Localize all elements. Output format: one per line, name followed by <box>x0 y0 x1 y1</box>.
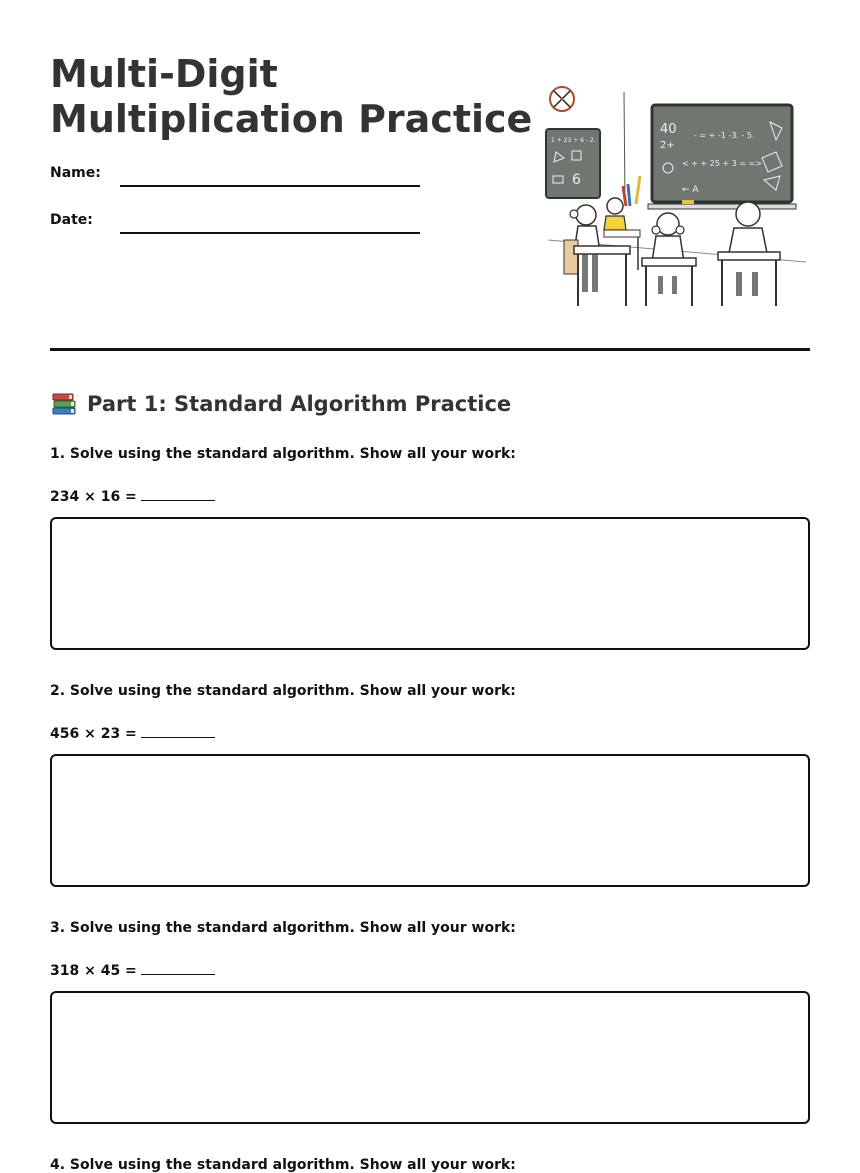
work-area-box[interactable] <box>50 991 810 1124</box>
small-chalkboard <box>546 129 600 198</box>
name-field <box>50 163 422 187</box>
classroom-illustration <box>542 80 810 312</box>
board-text-40: 40 <box>660 122 677 137</box>
section-heading <box>50 388 511 420</box>
board-text-row1: - = + -1 -3. - 5. <box>694 131 755 140</box>
date-field <box>50 210 422 234</box>
answer-blank[interactable] <box>141 725 215 738</box>
title-line-2: Multiplication Practice <box>50 97 533 141</box>
answer-blank[interactable] <box>141 962 215 975</box>
student-boy-right <box>728 202 768 296</box>
work-area-box[interactable] <box>50 517 810 650</box>
equation-text: 234 × 16 = <box>50 489 137 505</box>
work-area-box[interactable] <box>50 754 810 887</box>
name-label: Name: <box>50 165 101 181</box>
problem-instruction: 4. Solve using the standard algorithm. Show all your work: <box>50 1157 516 1173</box>
problem-equation <box>50 488 215 505</box>
problem-instruction: 1. Solve using the standard algorithm. Show all your work: <box>50 446 516 462</box>
main-chalkboard <box>648 105 796 209</box>
title-line-1: Multi-Digit <box>50 52 278 96</box>
small-board-number: 6 <box>572 172 581 188</box>
header-divider <box>50 348 810 351</box>
board-text-row3: ← A <box>682 185 699 195</box>
desk-right <box>718 252 780 306</box>
answer-blank[interactable] <box>141 488 215 501</box>
problem-instruction: 2. Solve using the standard algorithm. Show all your work: <box>50 683 516 699</box>
pencils-icon <box>623 176 640 206</box>
date-input-line[interactable] <box>120 232 420 234</box>
worksheet-header <box>50 0 810 352</box>
equation-text: 456 × 23 = <box>50 726 137 742</box>
name-input-line[interactable] <box>120 185 420 187</box>
date-label: Date: <box>50 212 93 228</box>
board-text-2plus: 2+ <box>660 140 675 151</box>
worksheet-page <box>50 0 810 1173</box>
problem-equation <box>50 962 215 979</box>
books-icon <box>50 390 78 418</box>
problem-instruction: 3. Solve using the standard algorithm. Show all your work: <box>50 920 516 936</box>
student-child-yellow <box>604 198 626 230</box>
board-text-row2: < + + 25 + 3 = => <box>682 159 762 168</box>
section-title: Part 1: Standard Algorithm Practice <box>87 392 512 416</box>
small-board-text: 1 + 23 ÷ 6 - 2. <box>551 137 596 144</box>
desk-center <box>642 258 696 306</box>
student-girl-center <box>652 213 684 294</box>
problem-equation <box>50 725 215 742</box>
worksheet-title <box>50 52 532 142</box>
clock-icon <box>550 87 574 111</box>
equation-text: 318 × 45 = <box>50 963 137 979</box>
